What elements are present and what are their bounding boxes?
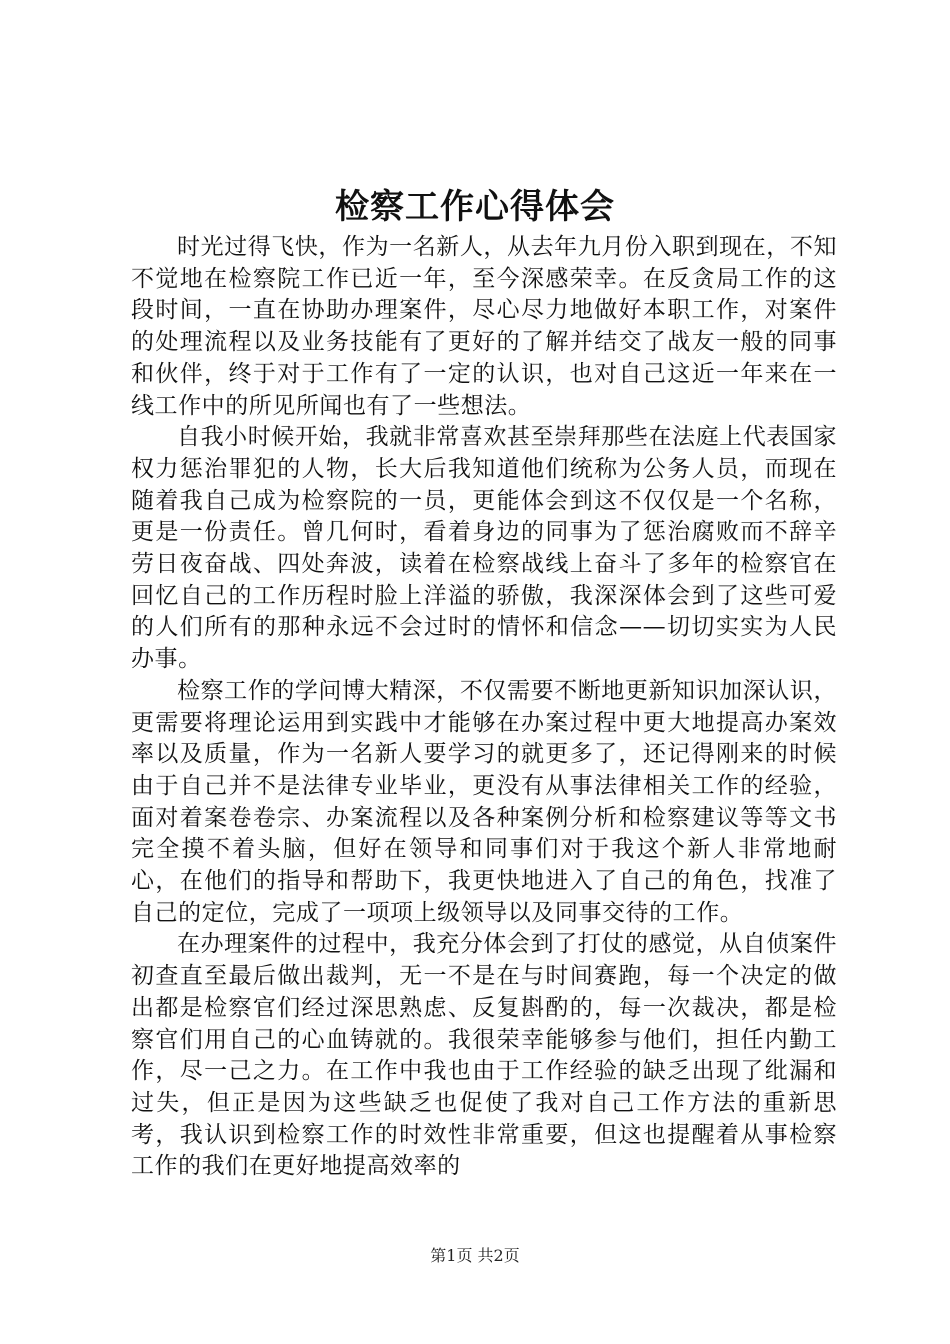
paragraph-3: 检察工作的学问博大精深，不仅需要不断地更新知识加深认识，更需要将理论运用到实践中才能够在办案过程中更大地提高办案效率以及质量，作为一名新人要学习的就更多了，还记得刚来的时候由于自己并不是法律专业毕业，更没有从事法律相关工作的经验，面对着案卷卷宗、办案流程以及各种案例分析和检察建议等等文书完全摸不着头脑，但好在领导和同事们对于我这个新人非常地耐心，在他们的指导和帮助下，我更快地进入了自己的角色，找准了自己的定位，完成了一项项上级领导以及同事交待的工作。 bbox=[131, 677, 837, 926]
paragraph-4: 在办理案件的过程中，我充分体会到了打仗的感觉，从自侦案件初查直至最后做出裁判，无一不是在与时间赛跑，每一个决定的做出都是检察官们经过深思熟虑、反复斟酌的，每一次裁决，都是检察官们用自己的心血铸就的。我很荣幸能够参与他们，担任内勤工作，尽一己之力。在工作中我也由于工作经验的缺乏出现了纰漏和过失，但正是因为这些缺乏也促使了我对自己工作方法的重新思考，我认识到检察工作的时效性非常重要，但这也提醒着从事检察工作的我们在更好地提高效率的 bbox=[131, 931, 837, 1180]
page-footer: 第1页 共2页 bbox=[430, 1246, 520, 1265]
document-body bbox=[131, 232, 837, 1183]
document-title: 检察工作心得体会 bbox=[335, 187, 615, 227]
paragraph-1: 时光过得飞快，作为一名新人，从去年九月份入职到现在，不知不觉地在检察院工作已近一年，至今深感荣幸。在反贪局工作的这段时间，一直在协助办理案件，尽心尽力地做好本职工作，对案件的处理流程以及业务技能有了更好的了解并结交了战友一般的同事和伙伴，终于对于工作有了一定的认识，也对自己这近一年来在一线工作中的所见所闻也有了一些想法。 bbox=[131, 234, 837, 419]
paragraph-2: 自我小时候开始，我就非常喜欢甚至崇拜那些在法庭上代表国家权力惩治罪犯的人物，长大后我知道他们统称为公务人员，而现在随着我自己成为检察院的一员，更能体会到这不仅仅是一个名称，更是一份责任。曾几何时，看着身边的同事为了惩治腐败而不辞辛劳日夜奋战、四处奔波，读着在检察战线上奋斗了多年的检察官在回忆自己的工作历程时脸上洋溢的骄傲，我深深体会到了这些可爱的人们所有的那种永远不会过时的情怀和信念——切切实实为人民办事。 bbox=[131, 424, 837, 673]
